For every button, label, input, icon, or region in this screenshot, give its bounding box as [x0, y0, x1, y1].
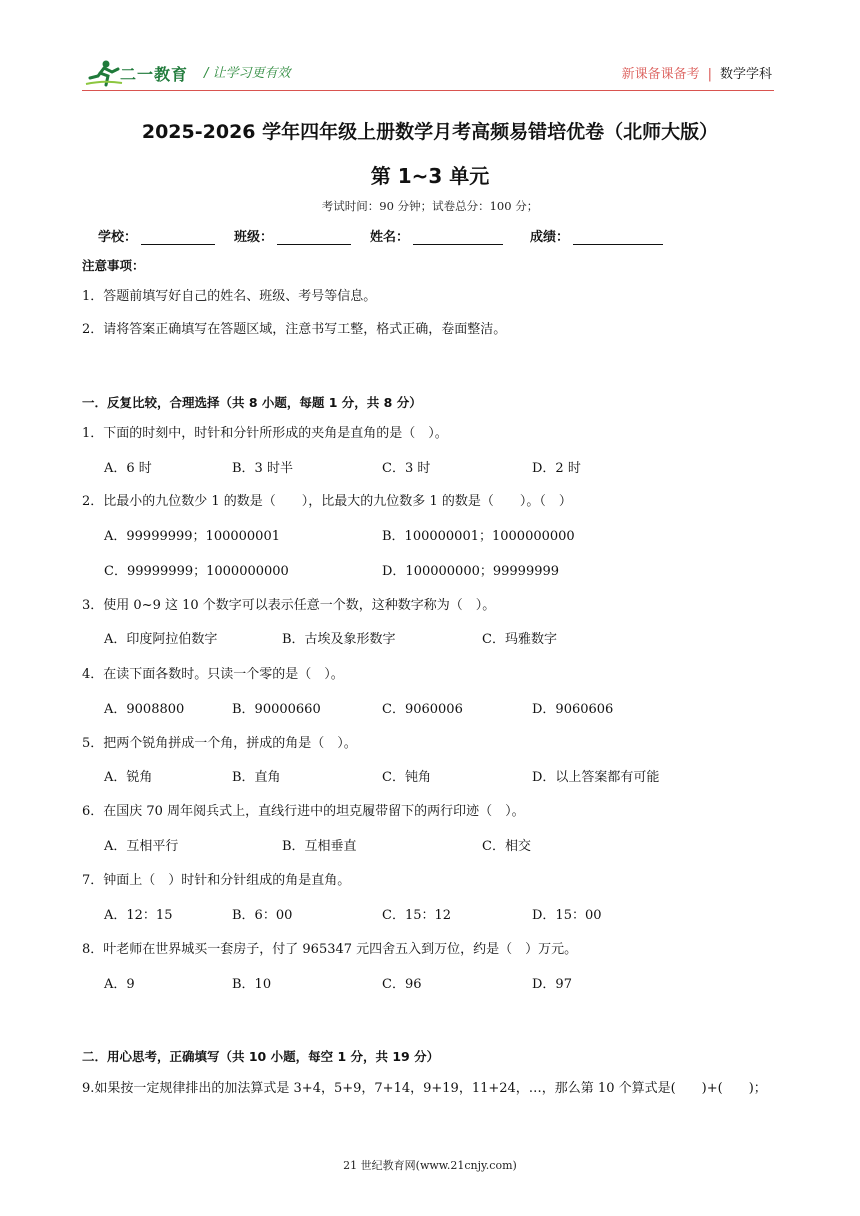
field-score-label: 成绩：	[530, 230, 570, 245]
option[interactable]: C．3 时	[382, 461, 431, 476]
note-item: 1．答题前填写好自己的姓名、班级、考号等信息。	[82, 289, 377, 304]
option[interactable]: C．钝角	[382, 770, 431, 785]
field-score-blank[interactable]	[573, 230, 663, 245]
option[interactable]: C．玛雅数字	[482, 632, 557, 647]
option[interactable]: A．9	[104, 977, 135, 992]
option[interactable]: A．印度阿拉伯数字	[104, 632, 218, 647]
question-stem: 1．下面的时刻中，时针和分针所形成的夹角是直角的是（ ）。	[82, 426, 448, 441]
option[interactable]: C．相交	[482, 839, 531, 854]
notes-heading: 注意事项：	[82, 258, 145, 273]
header-course-label: 新课备课备考	[621, 67, 700, 82]
option[interactable]: C．96	[382, 977, 422, 992]
option[interactable]: A．12：15	[104, 908, 173, 923]
field-class[interactable]	[234, 226, 351, 245]
option[interactable]: B．10	[232, 977, 272, 992]
field-school-label: 学校：	[98, 230, 138, 245]
option[interactable]: A．99999999；100000001	[104, 529, 280, 544]
header-subject: 数学学科	[719, 67, 772, 82]
field-name-label: 姓名：	[370, 230, 410, 245]
page-subtitle: 第 1~3 单元	[370, 164, 490, 188]
option[interactable]: D．2 时	[532, 461, 581, 476]
slogan: / 让学习更有效	[204, 66, 291, 81]
option[interactable]: B．100000001；1000000000	[382, 529, 575, 544]
option[interactable]: D．97	[532, 977, 572, 992]
exam-info: 考试时间：90 分钟；试卷总分：100 分；	[321, 199, 539, 213]
question-stem: 6．在国庆 70 周年阅兵式上，直线行进中的坦克履带留下的两行印迹（ ）。	[82, 804, 525, 819]
option[interactable]: B．互相垂直	[282, 839, 357, 854]
option[interactable]: A．互相平行	[104, 839, 179, 854]
question-stem: 2．比最小的九位数少 1 的数是（ ），比最大的九位数多 1 的数是（ ）。（ ）	[82, 494, 572, 509]
option[interactable]: A．锐角	[104, 770, 153, 785]
note-item: 2．请将答案正确填写在答题区域，注意书写工整，格式正确，卷面整洁。	[82, 322, 507, 337]
header-divider	[82, 90, 774, 91]
question-stem: 4．在读下面各数时。只读一个零的是（ ）。	[82, 667, 344, 682]
option[interactable]: B．6：00	[232, 908, 293, 923]
header-right	[622, 63, 772, 82]
field-name-blank[interactable]	[413, 230, 503, 245]
page-title: 2025-2026 学年四年级上册数学月考高频易错培优卷（北师大版）	[141, 121, 719, 143]
section-heading: 一．反复比较，合理选择（共 8 小题，每题 1 分，共 8 分）	[82, 395, 422, 410]
question-stem: 5．把两个锐角拼成一个角，拼成的角是（ ）。	[82, 736, 357, 751]
option[interactable]: B．3 时半	[232, 461, 293, 476]
option[interactable]: B．90000660	[232, 702, 321, 717]
option[interactable]: C．9060006	[382, 702, 463, 717]
option[interactable]: A．9008800	[104, 702, 185, 717]
header-separator: |	[707, 67, 712, 82]
brand-name: 二一教育	[120, 65, 189, 84]
option[interactable]: B．直角	[232, 770, 281, 785]
field-name[interactable]	[370, 226, 503, 245]
field-class-blank[interactable]	[277, 230, 351, 245]
runner-icon	[84, 58, 124, 88]
page-footer: 21 世纪教育网(www.21cnjy.com)	[343, 1159, 517, 1172]
option[interactable]: D．以上答案都有可能	[532, 770, 660, 785]
field-class-label: 班级：	[234, 230, 274, 245]
section-heading: 二．用心思考，正确填写（共 10 小题，每空 1 分，共 19 分）	[82, 1049, 440, 1064]
option[interactable]: D．15：00	[532, 908, 602, 923]
option[interactable]: B．古埃及象形数字	[282, 632, 396, 647]
field-score[interactable]	[530, 226, 663, 245]
field-school-blank[interactable]	[141, 230, 215, 245]
option[interactable]: A．6 时	[104, 461, 152, 476]
option[interactable]: D．9060606	[532, 702, 614, 717]
field-school[interactable]	[98, 226, 215, 245]
option[interactable]: C．15：12	[382, 908, 452, 923]
option[interactable]: C．99999999；1000000000	[104, 564, 289, 579]
question-stem: 8．叶老师在世界城买一套房子，付了 965347 元四舍五入到万位，约是（ ）万元。	[82, 942, 578, 957]
question-stem: 9.如果按一定规律排出的加法算式是 3+4，5+9，7+14，9+19，11+24，…，那么第 10 个算式是( )+( )；	[82, 1081, 767, 1096]
question-stem: 7．钟面上（ ）时针和分针组成的角是直角。	[82, 873, 351, 888]
option[interactable]: D．100000000；99999999	[382, 564, 560, 579]
question-stem: 3．使用 0~9 这 10 个数字可以表示任意一个数，这种数字称为（ ）。	[82, 598, 496, 613]
